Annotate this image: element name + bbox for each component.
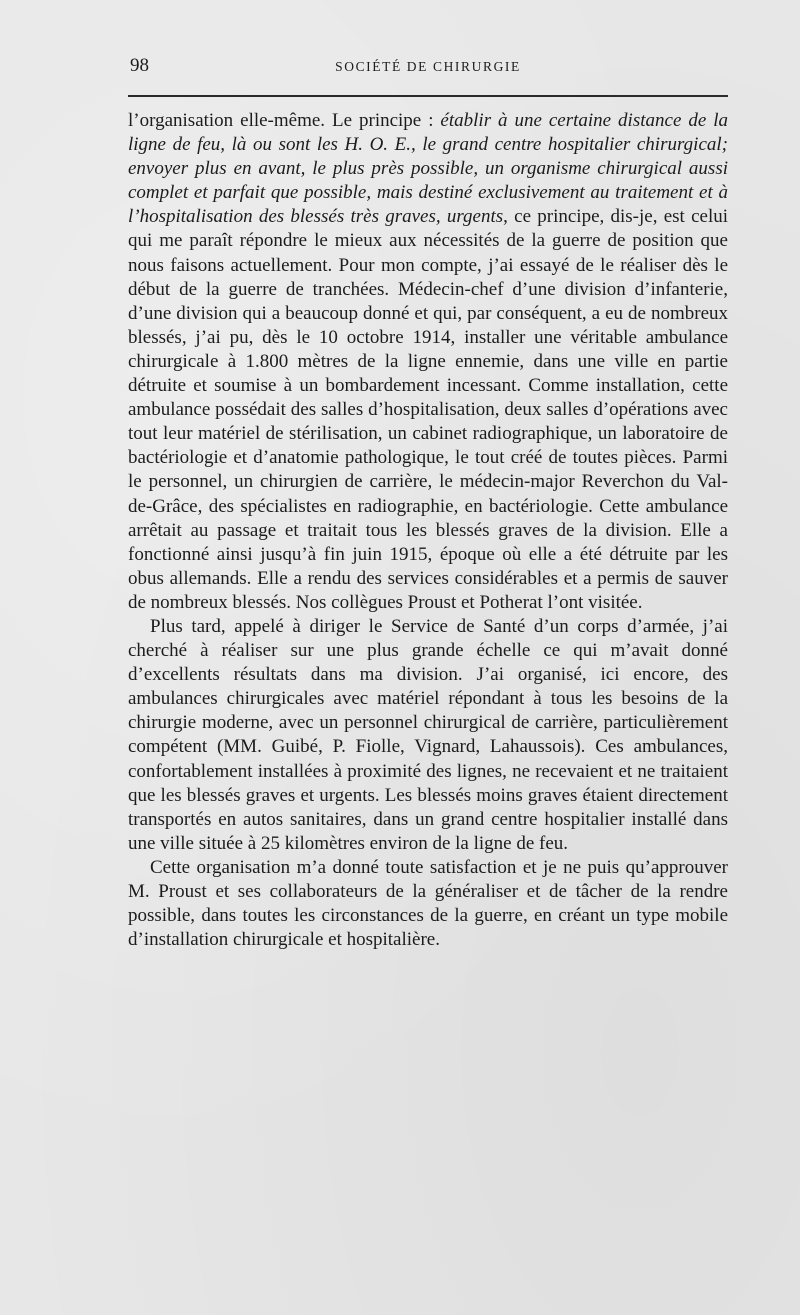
journal-title: SOCIÉTÉ DE CHIRURGIE	[335, 59, 521, 74]
paragraph	[128, 615, 728, 856]
italic-text-segment: établir à une certaine distance de la ligne de feu, là ou sont les H. O. E., le grand centre hospitalier chirurgical; envoyer plus en avant, le plus près possible, un organisme chirurgical aussi complet et parfait que possible, mais destiné exclusivement au traitement et à l’hospitalisation des blessés très graves, urgents	[128, 110, 728, 228]
body-text	[128, 109, 728, 952]
text-segment: , ce principe, dis-je, est celui qui me paraît répondre le mieux aux nécessités de la guerre de position que nous faisons actuellement. Pour mon compte, j’ai essayé de le réaliser dès le début de la guerre de tranchées. Médecin-chef d’une division d’infanterie, d’une division qui a beaucoup donné et qui, par conséquent, a eu de nombreux blessés, j’ai pu, dès le 10 octobre 1914, installer une véritable ambulance chirurgicale à 1.800 mètres de la ligne ennemie, dans une ville en partie détruite et soumise à un bombardement incessant. Comme installation, cette ambulance possédait des salles d’hospitalisation, deux salles d’opérations avec tout leur matériel de stérilisation, un cabinet radiographique, un laboratoire de bactériologie et d’anatomie pathologique, le tout créé de toutes pièces. Parmi le personnel, un chirurgien de carrière, le médecin-major Reverchon du Val-de-Grâce, des spécialistes en radiographie, en bactériologie. Cette ambulance arrêtait au passage et traitait tous les blessés graves de la division. Elle a fonctionné ainsi jusqu’à fin juin 1915, époque où elle a été détruite par les obus allemands. Elle a rendu des services considérables et a permis de sauver de nombreux blessés. Nos collègues Proust et Potherat l’ont visitée.	[128, 206, 728, 613]
text-segment: Plus tard, appelé à diriger le Service de Santé d’un corps d’armée, j’ai cherché à réaliser sur une plus grande échelle ce qui m’avait donné d’excellents résultats dans ma division. J’ai organisé, ici encore, des ambulances chirurgicales avec matériel répondant à tous les besoins de la chirurgie moderne, avec un personnel chirurgical de carrière, particulièrement compétent (MM. Guibé, P. Fiolle, Vignard, Lahaussois). Ces ambulances, confortablement installées à proximité des lignes, ne recevaient et ne traitaient que les blessés graves et urgents. Les blessés moins graves étaient directement transportés en autos sanitaires, dans un grand centre hospitalier installé dans une ville située à 25 kilomètres environ de la ligne de feu.	[128, 615, 728, 854]
paragraph	[128, 109, 728, 615]
running-head	[128, 52, 728, 82]
header-rule	[128, 95, 728, 97]
text-segment: l’organisation elle-même. Le principe :	[128, 110, 441, 131]
text-segment: Cette organisation m’a donné toute satisfaction et je ne puis qu’approuver M. Proust et ses collaborateurs de la généraliser et de tâcher de la rendre possible, dans toutes les circonstances de la guerre, en créant un type mobile d’installation chirurgicale et hospitalière.	[128, 856, 728, 951]
page-number: 98	[130, 55, 149, 76]
paragraph	[128, 856, 728, 952]
